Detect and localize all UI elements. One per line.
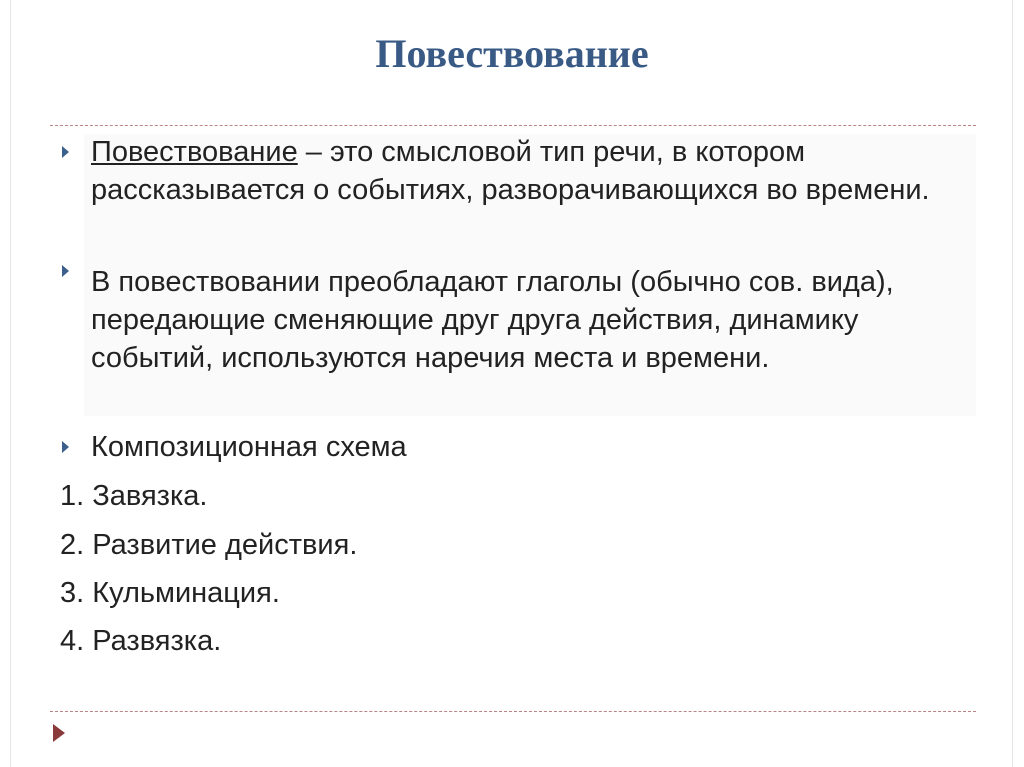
numbered-item: 3. Кульминация. (60, 577, 280, 609)
verbs-text: В повествовании преобладают глаголы (обычно сов. вида), передающие сменяющие друг друга действия, динамику событий, используются наречия места и времени. (91, 266, 894, 374)
numbered-item: 2. Развитие действия. (60, 529, 358, 561)
bullet-arrow-icon (62, 265, 69, 277)
corner-triangle-icon (53, 724, 65, 742)
definition-text: – это смысловой тип речи, в котором рассказывается о событиях, разворачивающихся во времени. (91, 136, 930, 206)
bottom-divider (50, 711, 976, 712)
numbered-item: 4. Развязка. (60, 625, 222, 657)
slide-title: Повествование (375, 31, 649, 76)
bullet-arrow-icon (62, 146, 69, 158)
bullet-item-verbs (91, 263, 971, 377)
definition-term: Повествование (91, 136, 298, 168)
numbered-item: 1. Завязка. (60, 480, 208, 512)
bullet-item-composition (91, 428, 971, 466)
bullet-arrow-icon (62, 441, 69, 453)
bullet-item-definition (91, 133, 971, 209)
composition-text: Композиционная схема (91, 431, 407, 463)
